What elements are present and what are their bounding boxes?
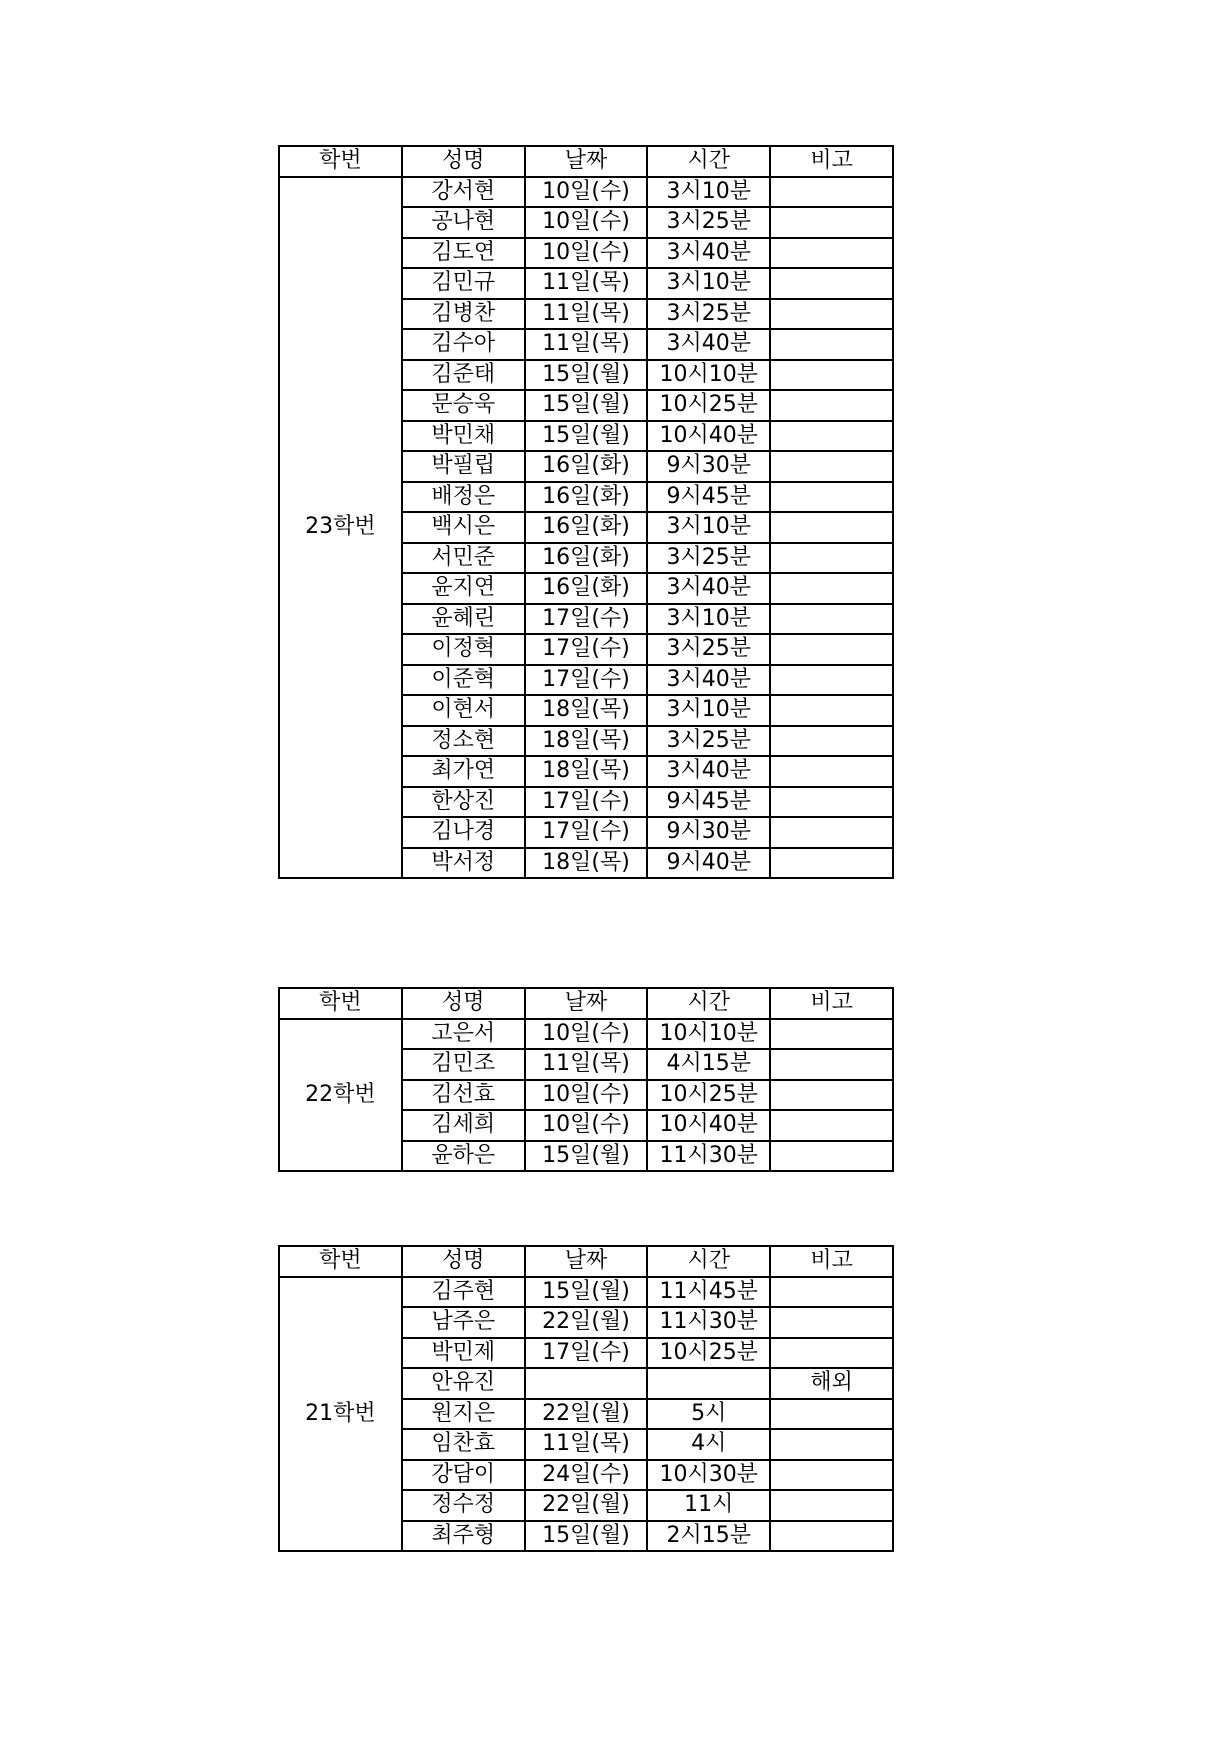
name-cell: 정소현 (402, 726, 525, 757)
date-cell: 17일(수) (525, 665, 648, 696)
note-cell (770, 1338, 893, 1369)
name-cell: 정수정 (402, 1490, 525, 1521)
time-cell: 10시10분 (647, 360, 770, 391)
time-cell: 9시30분 (647, 451, 770, 482)
header-time: 시간 (647, 988, 770, 1019)
note-cell (770, 573, 893, 604)
date-cell: 17일(수) (525, 787, 648, 818)
time-cell: 11시30분 (647, 1141, 770, 1172)
note-cell (770, 1019, 893, 1050)
note-cell (770, 695, 893, 726)
time-cell: 10시30분 (647, 1460, 770, 1491)
note-cell (770, 756, 893, 787)
date-cell (525, 1368, 648, 1399)
date-cell: 16일(화) (525, 482, 648, 513)
date-cell: 18일(목) (525, 848, 648, 879)
name-cell: 박필립 (402, 451, 525, 482)
name-cell: 남주은 (402, 1307, 525, 1338)
date-cell: 10일(수) (525, 1019, 648, 1050)
date-cell: 16일(화) (525, 573, 648, 604)
header-date: 날짜 (525, 1246, 648, 1277)
header-note: 비고 (770, 988, 893, 1019)
date-cell: 15일(월) (525, 421, 648, 452)
time-cell: 3시10분 (647, 177, 770, 208)
student-year-cell: 23학번 (279, 177, 402, 879)
time-cell (647, 1368, 770, 1399)
note-cell (770, 268, 893, 299)
student-year-cell: 22학번 (279, 1019, 402, 1172)
header-date: 날짜 (525, 988, 648, 1019)
header-date: 날짜 (525, 146, 648, 177)
name-cell: 최가연 (402, 756, 525, 787)
note-cell (770, 390, 893, 421)
time-cell: 10시25분 (647, 390, 770, 421)
date-cell: 15일(월) (525, 1141, 648, 1172)
date-cell: 16일(화) (525, 451, 648, 482)
name-cell: 윤혜린 (402, 604, 525, 635)
note-cell (770, 1080, 893, 1111)
header-name: 성명 (402, 988, 525, 1019)
note-cell (770, 1460, 893, 1491)
date-cell: 11일(목) (525, 329, 648, 360)
date-cell: 10일(수) (525, 238, 648, 269)
date-cell: 11일(목) (525, 268, 648, 299)
time-cell: 10시40분 (647, 1110, 770, 1141)
time-cell: 5시 (647, 1399, 770, 1430)
time-cell: 9시30분 (647, 817, 770, 848)
time-cell: 11시 (647, 1490, 770, 1521)
header-student-year: 학번 (279, 988, 402, 1019)
note-cell (770, 1490, 893, 1521)
note-cell (770, 512, 893, 543)
time-cell: 3시40분 (647, 329, 770, 360)
name-cell: 강담이 (402, 1460, 525, 1491)
note-cell (770, 543, 893, 574)
name-cell: 박서정 (402, 848, 525, 879)
date-cell: 15일(월) (525, 1521, 648, 1552)
schedule-table-21 (278, 1245, 894, 1552)
time-cell: 3시40분 (647, 573, 770, 604)
name-cell: 배정은 (402, 482, 525, 513)
time-cell: 2시15분 (647, 1521, 770, 1552)
time-cell: 3시25분 (647, 299, 770, 330)
time-cell: 3시40분 (647, 238, 770, 269)
note-cell (770, 726, 893, 757)
note-cell (770, 1307, 893, 1338)
note-cell (770, 604, 893, 635)
header-row (279, 146, 893, 177)
date-cell: 16일(화) (525, 543, 648, 574)
date-cell: 18일(목) (525, 756, 648, 787)
name-cell: 김민규 (402, 268, 525, 299)
date-cell: 16일(화) (525, 512, 648, 543)
name-cell: 임찬효 (402, 1429, 525, 1460)
note-cell (770, 1141, 893, 1172)
note-cell (770, 299, 893, 330)
date-cell: 11일(목) (525, 299, 648, 330)
name-cell: 김수아 (402, 329, 525, 360)
note-cell (770, 1521, 893, 1552)
date-cell: 22일(월) (525, 1307, 648, 1338)
note-cell (770, 238, 893, 269)
time-cell: 3시10분 (647, 512, 770, 543)
header-note: 비고 (770, 146, 893, 177)
name-cell: 이현서 (402, 695, 525, 726)
note-cell (770, 177, 893, 208)
name-cell: 윤지연 (402, 573, 525, 604)
date-cell: 17일(수) (525, 817, 648, 848)
header-time: 시간 (647, 1246, 770, 1277)
name-cell: 최주형 (402, 1521, 525, 1552)
name-cell: 윤하은 (402, 1141, 525, 1172)
time-cell: 9시45분 (647, 482, 770, 513)
note-cell (770, 1049, 893, 1080)
date-cell: 22일(월) (525, 1490, 648, 1521)
time-cell: 3시25분 (647, 634, 770, 665)
name-cell: 서민준 (402, 543, 525, 574)
note-cell (770, 482, 893, 513)
name-cell: 김선효 (402, 1080, 525, 1111)
name-cell: 김주현 (402, 1277, 525, 1308)
note-cell (770, 634, 893, 665)
note-cell (770, 817, 893, 848)
note-cell (770, 421, 893, 452)
note-cell (770, 1399, 893, 1430)
note-cell (770, 1277, 893, 1308)
date-cell: 10일(수) (525, 1080, 648, 1111)
note-cell (770, 1110, 893, 1141)
header-row (279, 1246, 893, 1277)
time-cell: 3시25분 (647, 726, 770, 757)
time-cell: 3시25분 (647, 543, 770, 574)
date-cell: 11일(목) (525, 1049, 648, 1080)
note-cell (770, 787, 893, 818)
header-student-year: 학번 (279, 1246, 402, 1277)
name-cell: 김세희 (402, 1110, 525, 1141)
student-year-cell: 21학번 (279, 1277, 402, 1552)
date-cell: 10일(수) (525, 177, 648, 208)
header-note: 비고 (770, 1246, 893, 1277)
note-cell (770, 848, 893, 879)
name-cell: 박민채 (402, 421, 525, 452)
time-cell: 4시15분 (647, 1049, 770, 1080)
name-cell: 김민조 (402, 1049, 525, 1080)
name-cell: 백시은 (402, 512, 525, 543)
date-cell: 17일(수) (525, 634, 648, 665)
time-cell: 3시25분 (647, 207, 770, 238)
time-cell: 3시40분 (647, 756, 770, 787)
name-cell: 공나현 (402, 207, 525, 238)
name-cell: 김도연 (402, 238, 525, 269)
time-cell: 10시40분 (647, 421, 770, 452)
date-cell: 15일(월) (525, 360, 648, 391)
name-cell: 문승욱 (402, 390, 525, 421)
table-row (279, 1019, 893, 1050)
time-cell: 3시10분 (647, 695, 770, 726)
time-cell: 10시25분 (647, 1338, 770, 1369)
schedule-table-23 (278, 145, 894, 879)
time-cell: 3시10분 (647, 604, 770, 635)
table-row (279, 177, 893, 208)
time-cell: 9시45분 (647, 787, 770, 818)
schedule-table-22 (278, 987, 894, 1172)
time-cell: 10시10분 (647, 1019, 770, 1050)
date-cell: 18일(목) (525, 726, 648, 757)
note-cell (770, 451, 893, 482)
name-cell: 강서현 (402, 177, 525, 208)
note-cell (770, 329, 893, 360)
date-cell: 17일(수) (525, 1338, 648, 1369)
header-row (279, 988, 893, 1019)
date-cell: 15일(월) (525, 1277, 648, 1308)
date-cell: 10일(수) (525, 207, 648, 238)
header-student-year: 학번 (279, 146, 402, 177)
name-cell: 고은서 (402, 1019, 525, 1050)
time-cell: 9시40분 (647, 848, 770, 879)
date-cell: 10일(수) (525, 1110, 648, 1141)
date-cell: 22일(월) (525, 1399, 648, 1430)
header-name: 성명 (402, 1246, 525, 1277)
date-cell: 11일(목) (525, 1429, 648, 1460)
note-cell (770, 360, 893, 391)
name-cell: 김나경 (402, 817, 525, 848)
name-cell: 김병찬 (402, 299, 525, 330)
date-cell: 15일(월) (525, 390, 648, 421)
time-cell: 3시10분 (647, 268, 770, 299)
note-cell: 해외 (770, 1368, 893, 1399)
name-cell: 원지은 (402, 1399, 525, 1430)
name-cell: 안유진 (402, 1368, 525, 1399)
name-cell: 김준태 (402, 360, 525, 391)
note-cell (770, 1429, 893, 1460)
date-cell: 18일(목) (525, 695, 648, 726)
table-row (279, 1277, 893, 1308)
time-cell: 11시45분 (647, 1277, 770, 1308)
note-cell (770, 207, 893, 238)
date-cell: 24일(수) (525, 1460, 648, 1491)
date-cell: 17일(수) (525, 604, 648, 635)
name-cell: 한상진 (402, 787, 525, 818)
header-name: 성명 (402, 146, 525, 177)
header-time: 시간 (647, 146, 770, 177)
time-cell: 4시 (647, 1429, 770, 1460)
time-cell: 11시30분 (647, 1307, 770, 1338)
note-cell (770, 665, 893, 696)
name-cell: 박민제 (402, 1338, 525, 1369)
time-cell: 10시25분 (647, 1080, 770, 1111)
name-cell: 이정혁 (402, 634, 525, 665)
name-cell: 이준혁 (402, 665, 525, 696)
time-cell: 3시40분 (647, 665, 770, 696)
